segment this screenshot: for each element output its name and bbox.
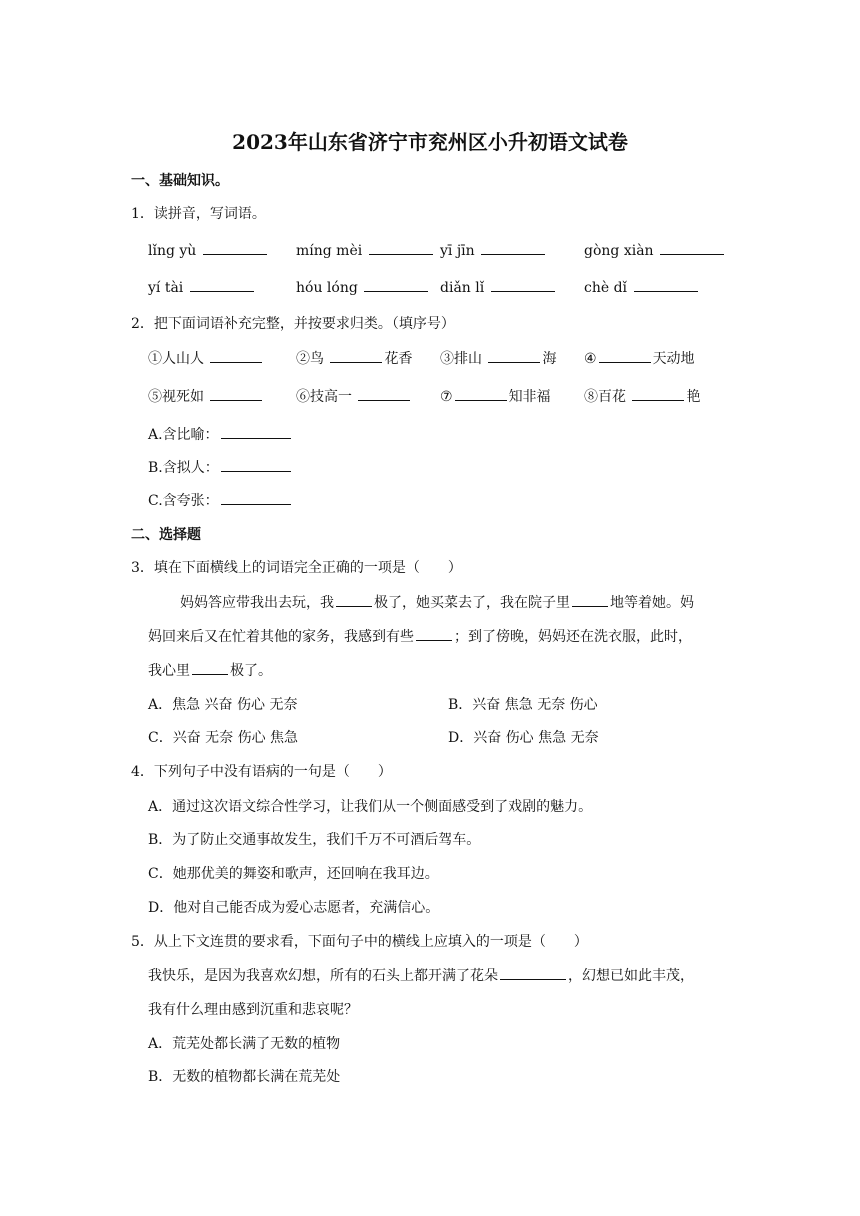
answer-blank[interactable] (572, 592, 608, 607)
passage-line: 妈妈答应带我出去玩，我 极了，她买菜去了，我在院子里 地等着她。妈 (180, 592, 694, 612)
option-a[interactable]: A．荒芜处都长满了无数的植物 (148, 1036, 341, 1052)
answer-blank[interactable] (481, 240, 545, 255)
passage-line: 我有什么理由感到沉重和悲哀呢？ (148, 1002, 358, 1018)
idiom-item: ②鸟 花香 (296, 348, 412, 368)
section-heading-2: 二、选择题 (131, 527, 201, 543)
answer-blank[interactable] (210, 386, 262, 401)
passage-line: 我快乐，是因为我喜欢幻想，所有的石头上都开满了花朵 ，幻想已如此丰茂， (148, 965, 694, 985)
option-a[interactable]: A．焦急 兴奋 伤心 无奈 (148, 697, 298, 713)
option-c[interactable]: C．她那优美的舞姿和歌声，还回响在我耳边。 (148, 866, 439, 882)
answer-blank[interactable] (369, 240, 433, 255)
answer-blank[interactable] (336, 592, 372, 607)
answer-blank[interactable] (364, 277, 428, 292)
pinyin-item: míng mèi (296, 240, 435, 259)
pinyin-item: lǐng yù (148, 240, 269, 259)
answer-blank[interactable] (210, 348, 262, 363)
option-c[interactable]: C．兴奋 无奈 伤心 焦急 (148, 730, 299, 746)
option-d[interactable]: D．兴奋 伤心 焦急 无奈 (448, 730, 599, 746)
section-heading-1: 一、基础知识。 (131, 173, 229, 189)
answer-blank[interactable] (190, 277, 254, 292)
passage-line: 我心里 极了。 (148, 660, 272, 680)
idiom-item: ①人山人 (148, 348, 264, 368)
answer-blank[interactable] (221, 490, 291, 505)
question-4-stem: 4．下列句子中没有语病的一句是（ ） (131, 764, 392, 780)
answer-blank[interactable] (330, 348, 382, 363)
page-title: 2023年山东省济宁市兖州区小升初语文试卷 (232, 130, 628, 154)
answer-blank[interactable] (634, 277, 698, 292)
passage-line: 妈回来后又在忙着其他的家务，我感到有些 ；到了傍晚，妈妈还在洗衣服，此时， (148, 626, 692, 646)
option-a[interactable]: A．通过这次语文综合性学习，让我们从一个侧面感受到了戏剧的魅力。 (148, 799, 593, 815)
category-a: A.含比喻： (148, 424, 293, 444)
category-c: C.含夸张： (148, 490, 293, 510)
idiom-item: ⑦ 知非福 (440, 386, 551, 406)
answer-blank[interactable] (491, 277, 555, 292)
option-b[interactable]: B．为了防止交通事故发生，我们千万不可酒后驾车。 (148, 832, 481, 848)
idiom-item: ④ 天动地 (584, 348, 695, 368)
pinyin-item: yī jīn (440, 240, 547, 259)
pinyin-item: chè dǐ (584, 277, 700, 296)
answer-blank[interactable] (660, 240, 724, 255)
pinyin-item: diǎn lǐ (440, 277, 557, 296)
idiom-item: ⑤视死如 (148, 386, 264, 406)
question-5-stem: 5．从上下文连贯的要求看，下面句子中的横线上应填入的一项是（ ） (131, 934, 588, 950)
category-b: B.含拟人： (148, 457, 293, 477)
option-d[interactable]: D．他对自己能否成为爱心志愿者，充满信心。 (148, 900, 440, 916)
question-3-stem: 3．填在下面横线上的词语完全正确的一项是（ ） (131, 560, 462, 576)
answer-blank[interactable] (221, 424, 291, 439)
question-1-stem: 1．读拼音，写词语。 (131, 206, 266, 222)
answer-blank[interactable] (221, 457, 291, 472)
answer-blank[interactable] (455, 386, 507, 401)
answer-blank[interactable] (488, 348, 540, 363)
answer-blank[interactable] (416, 626, 452, 641)
option-b[interactable]: B．无数的植物都长满在荒芜处 (148, 1069, 341, 1085)
answer-blank[interactable] (203, 240, 267, 255)
answer-blank[interactable] (192, 660, 228, 675)
answer-blank[interactable] (599, 348, 651, 363)
pinyin-item: hóu lóng (296, 277, 430, 296)
idiom-item: ⑧百花 艳 (584, 386, 700, 406)
answer-blank[interactable] (500, 965, 566, 980)
answer-blank[interactable] (632, 386, 684, 401)
idiom-item: ⑥技高一 (296, 386, 412, 406)
pinyin-item: yí tài (148, 277, 256, 296)
pinyin-item: gòng xiàn (584, 240, 726, 259)
option-b[interactable]: B．兴奋 焦急 无奈 伤心 (448, 697, 598, 713)
idiom-item: ③排山 海 (440, 348, 556, 368)
question-2-stem: 2．把下面词语补充完整，并按要求归类。（填序号） (131, 316, 455, 332)
answer-blank[interactable] (358, 386, 410, 401)
